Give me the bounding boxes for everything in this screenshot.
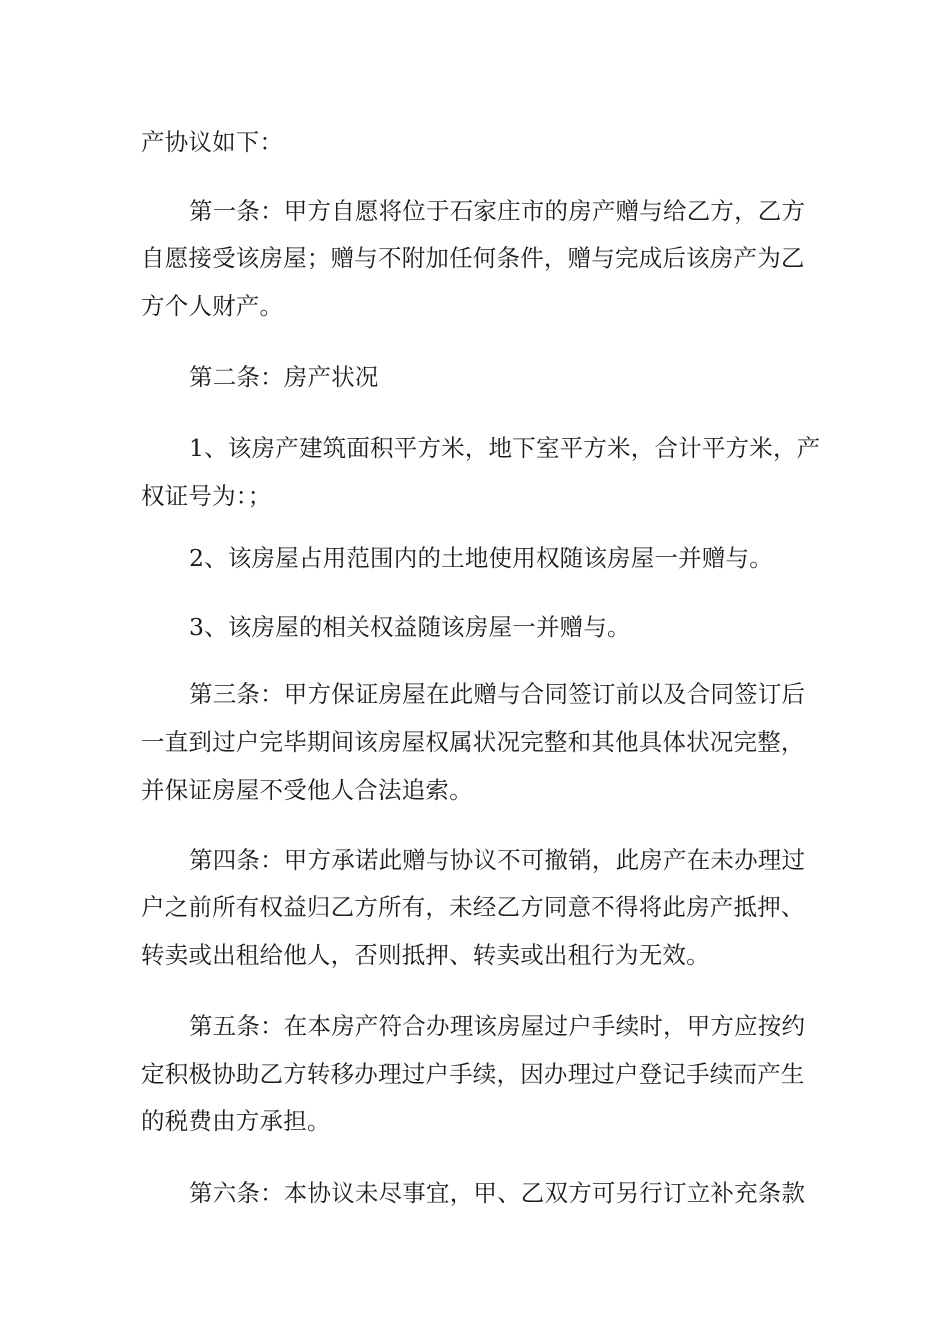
paragraph-line: 第一条：甲方自愿将位于石家庄市的房产赠与给乙方，乙方 [189, 197, 806, 225]
paragraph-line: 第五条：在本房产符合办理该房屋过户手续时，甲方应按约 [189, 1012, 806, 1040]
paragraph-line: 方个人财产。 [141, 292, 284, 320]
paragraph-line: 一直到过户完毕期间该房屋权属状况完整和其他具体状况完整， [141, 728, 805, 756]
paragraph-line: 权证号为：； [141, 482, 272, 510]
paragraph-line: 第四条：甲方承诺此赠与协议不可撤销，此房产在未办理过 [189, 846, 806, 874]
paragraph-line: 第三条：甲方保证房屋在此赠与合同签订前以及合同签订后 [189, 680, 806, 708]
paragraph-line: 转卖或出租给他人，否则抵押、转卖或出租行为无效。 [141, 941, 710, 969]
paragraph-line: 3、该房屋的相关权益随该房屋一并赠与。 [189, 613, 631, 641]
paragraph-line: 1、该房产建筑面积平方米，地下室平方米，合计平方米，产 [189, 434, 821, 462]
paragraph-line: 第二条：房产状况 [189, 363, 379, 391]
paragraph-line: 自愿接受该房屋；赠与不附加任何条件，赠与完成后该房产为乙 [141, 244, 805, 272]
paragraph-line: 定积极协助乙方转移办理过户手续，因办理过户登记手续而产生 [141, 1060, 805, 1088]
paragraph-line: 户之前所有权益归乙方所有，未经乙方同意不得将此房产抵押、 [141, 893, 805, 921]
paragraph-line: 的税费由方承担。 [141, 1107, 331, 1135]
paragraph-line: 第六条：本协议未尽事宜，甲、乙双方可另行订立补充条款 [189, 1179, 806, 1207]
paragraph-line: 2、该房屋占用范围内的土地使用权随该房屋一并赠与。 [189, 544, 773, 572]
paragraph-line: 并保证房屋不受他人合法追索。 [141, 776, 473, 804]
paragraph-line: 产协议如下： [141, 128, 284, 156]
